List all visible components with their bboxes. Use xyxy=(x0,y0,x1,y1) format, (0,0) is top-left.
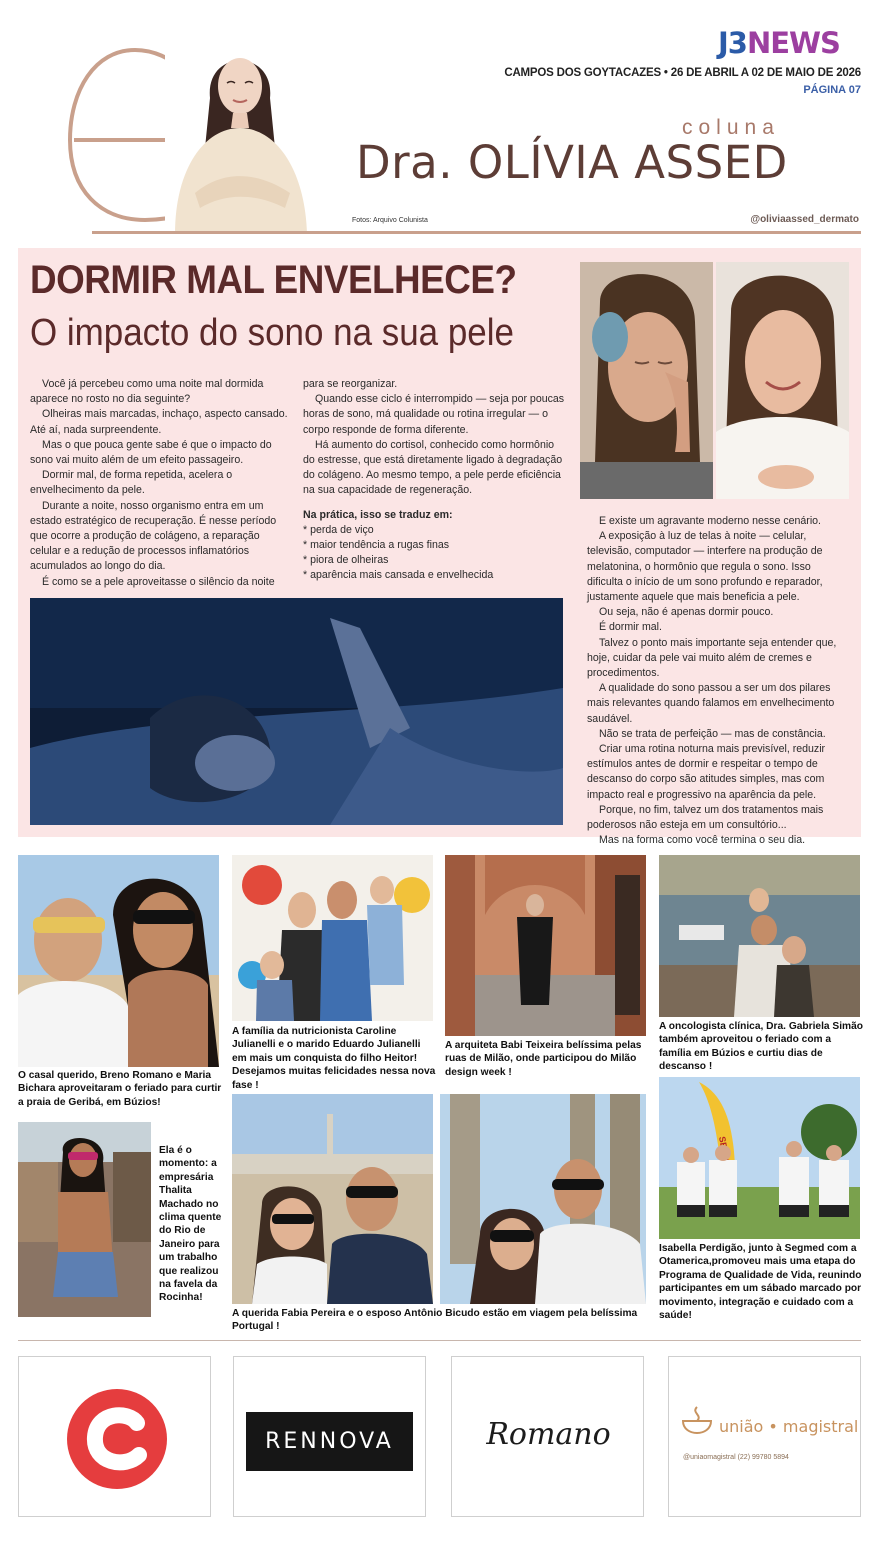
paragraph: A qualidade do sono passou a ser um dos pilares mais relevantes quando falamos em envelhecimento saudável. xyxy=(587,682,835,725)
j3news-logo xyxy=(718,26,840,60)
ads-divider xyxy=(18,1340,861,1341)
instagram-handle: @oliviaassed_dermato xyxy=(750,214,859,225)
ad-romano[interactable] xyxy=(451,1356,644,1517)
header-divider xyxy=(92,231,861,234)
article-column-2 xyxy=(303,377,565,584)
caption: Ela é o momento: a empresária Thalita Machado no clima quente do Rio de Janeiro para um trabalho que realizou na favela da Rocinha! xyxy=(159,1145,222,1304)
caption: A querida Fabia Pereira e o esposo Antônio Bicudo estão em viagem pela belíssima Portugal ! xyxy=(232,1308,638,1333)
uniao-contact: @uniaomagistral (22) 99780 5894 xyxy=(683,1454,789,1461)
caption: A arquiteta Babi Teixeira belíssima pelas ruas de Milão, onde participou do Milão design week ! xyxy=(445,1040,642,1078)
caption: A oncologista clínica, Dra. Gabriela Simão também aproveitou o feriado com a família em Búzios e curtiu dias de descanso ! xyxy=(659,1021,863,1073)
ad-rennova[interactable] xyxy=(233,1356,426,1517)
logo-j3: J3 xyxy=(718,26,747,60)
ad-uniao-magistral[interactable] xyxy=(668,1356,861,1517)
paragraph: Ou seja, não é apenas dormir pouco. xyxy=(599,606,774,619)
caption: Isabella Perdigão, junto à Segmed com a Otamerica,promoveu mais uma etapa do Programa de Qualidade de Vida, reunindo participantes em um sábado marcado por movimento, integração e cuidado com a saúde! xyxy=(659,1243,862,1322)
article-column-3 xyxy=(587,514,849,848)
paragraph: para se reorganizar. xyxy=(303,378,398,390)
logo-news: NEWS xyxy=(746,26,840,60)
fatima-selfie-photo xyxy=(232,1094,433,1304)
uniao-logo-text: união • magistral xyxy=(719,1417,859,1436)
romano-logo-text: Romano xyxy=(486,1417,611,1452)
paragraph: Mas na forma como você termina o seu dia. xyxy=(599,834,806,847)
paragraph: Durante a noite, nosso organismo entra em um estado estratégico de recuperação. É nesse período que ocorre a produção de colágeno, a reparação celular e a redução de processos inflamatórios acumulados ao longo do dia. xyxy=(30,499,277,573)
paragraph: Criar uma rotina noturna mais previsível, reduzir estímulos antes de dormir e respeitar o tempo de descanso do corpo são atitudes simples, mas com impacto real e progressivo na aparência da pele. xyxy=(587,743,826,801)
article-column-1 xyxy=(30,377,290,590)
rennova-logo-text: RENNOVA xyxy=(265,1429,394,1454)
night-phone-photo xyxy=(30,598,563,825)
article-headline: DORMIR MAL ENVELHECE? xyxy=(30,258,517,302)
caption: A família da nutricionista Caroline Julianelli e o marido Eduardo Julianelli em mais um conquista do filho Heitor! Desejamos muitas felicidades nessa nova fase ! xyxy=(232,1026,436,1091)
paragraph: Porque, no fim, talvez um dos tratamentos mais poderosos não esteja em um consultório... xyxy=(587,803,824,832)
paragraph: É dormir mal. xyxy=(599,621,662,634)
milan-arcade-photo xyxy=(445,855,646,1036)
list-item: * aparência mais cansada e envelhecida xyxy=(303,569,494,582)
c-brand-icon xyxy=(19,1357,212,1518)
paragraph: Você já percebeu como uma noite mal dormida aparece no rosto no dia seguinte? xyxy=(30,378,264,406)
woman-favela-photo xyxy=(18,1122,151,1317)
columnist-portrait xyxy=(165,28,315,234)
ad-c-logo[interactable] xyxy=(18,1356,211,1517)
paragraph: E existe um agravante moderno nesse cenário. xyxy=(599,515,822,527)
list-item: * perda de viço xyxy=(303,523,374,536)
mortar-icon xyxy=(679,1405,715,1445)
paragraph: Talvez o ponto mais importante seja entender que, hoje, cuidar da pele vai muito além de cremes e procedimentos. xyxy=(587,636,837,680)
segmed-event-photo xyxy=(659,1077,860,1239)
paragraph: Há aumento do cortisol, conhecido como hormônio do estresse, que está diretamente ligado à degradação do colágeno. Ao mesmo tempo, a pele perde eficiência na sua capacidade de regeneração. xyxy=(303,438,563,497)
caption: O casal querido, Breno Romano e Maria Bichara aproveitaram o feriado para curtir a praia de Geribá, em Búzios! xyxy=(18,1070,222,1108)
dateline: CAMPOS DOS GOYTACAZES • 26 DE ABRIL A 02 DE MAIO DE 2026 xyxy=(504,67,861,79)
family-buzios-photo xyxy=(659,855,860,1017)
photo-credit: Fotos: Arquivo Colunista xyxy=(352,217,428,224)
list-item: * maior tendência a rugas finas xyxy=(303,539,450,552)
tired-woman-photo xyxy=(580,262,713,499)
paragraph: Não se trata de perfeição — mas de constância. xyxy=(599,727,826,740)
column-title: Dra. OLÍVIA ASSED xyxy=(356,136,788,189)
list-item: * piora de olheiras xyxy=(303,554,389,567)
column-label: coluna xyxy=(682,116,780,139)
couple-beach-photo xyxy=(18,855,219,1067)
list-heading: Na prática, isso se traduz em: xyxy=(303,508,453,521)
paragraph: Mas o que pouca gente sabe é que o impacto do sono vai muito além de um efeito passageiro. xyxy=(30,438,272,467)
page-number: PÁGINA 07 xyxy=(803,84,861,96)
paragraph: Olheiras mais marcadas, inchaço, aspecto cansado. Até aí, nada surpreendente. xyxy=(30,408,288,436)
family-party-photo xyxy=(232,855,433,1021)
paragraph: É como se a pele aproveitasse o silêncio da noite xyxy=(42,575,275,588)
ruins-selfie-photo xyxy=(440,1094,646,1304)
paragraph: A exposição à luz de telas à noite — celular, televisão, computador — interfere na produção de melatonina, o hormônio que regula o sono. Isso dificulta o início de um sono profundo e reparador, justamente aquele que mais beneficia a pele. xyxy=(587,530,823,604)
article-subheadline: O impacto do sono na sua pele xyxy=(30,312,514,354)
rested-woman-photo xyxy=(716,262,849,499)
paragraph: Quando esse ciclo é interrompido — seja por poucas horas de sono, má qualidade ou rotina irregular — o corpo responde de forma diferente. xyxy=(303,393,565,436)
paragraph: Dormir mal, de forma repetida, acelera o envelhecimento da pele. xyxy=(30,469,233,497)
